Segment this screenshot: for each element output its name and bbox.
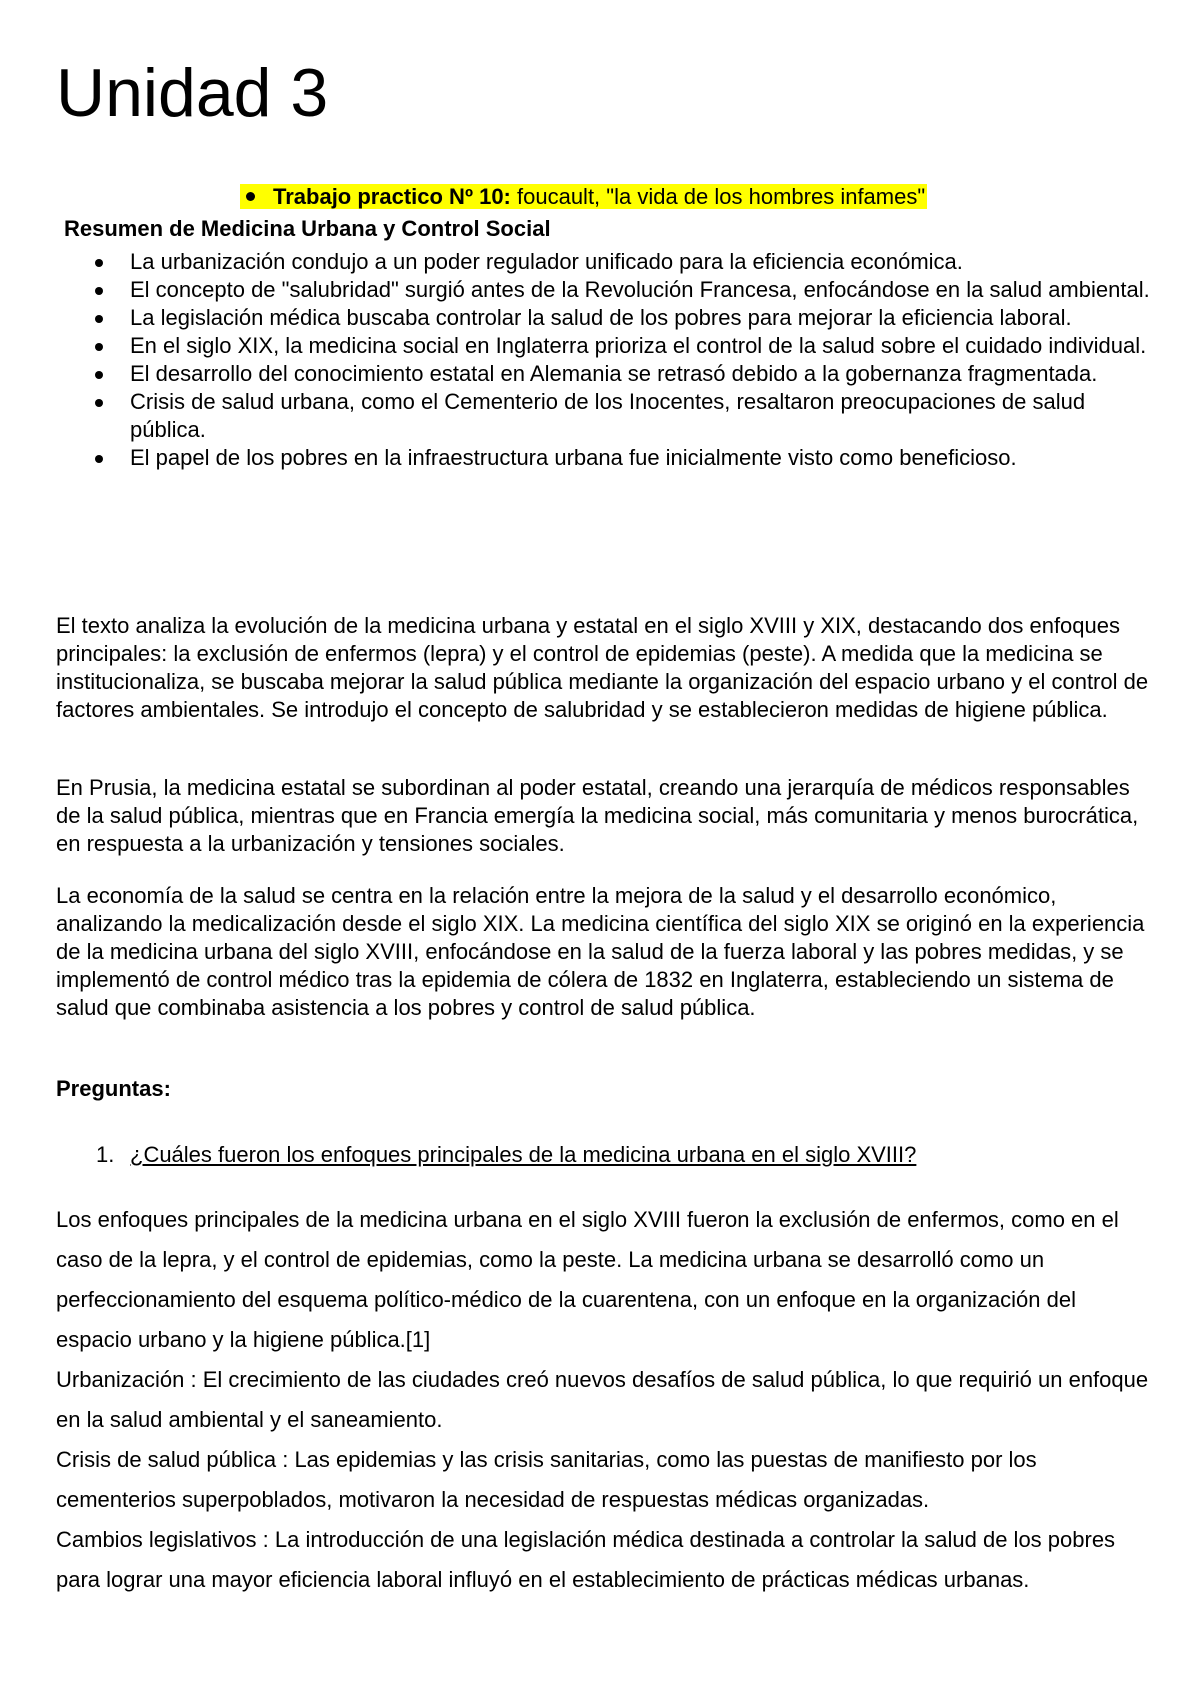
list-item-text: La urbanización condujo a un poder regulador unificado para la eficiencia económica. (130, 249, 963, 274)
bullet-icon (95, 287, 103, 295)
answer-legislativos: Cambios legislativos : La introducción de una legislación médica destinada a controlar la salud de los pobres para lograr una mayor eficiencia laboral influyó en el establecimiento de prácticas médicas urbanas. (56, 1527, 1116, 1592)
question-text: ¿Cuáles fueron los enfoques principales de la medicina urbana en el siglo XVIII? (130, 1142, 917, 1167)
answer-urbanizacion: Urbanización : El crecimiento de las ciudades creó nuevos desafíos de salud pública, lo que requirió un enfoque en la salud ambiental y el saneamiento. (56, 1367, 1149, 1432)
tp-text: foucault, "la vida de los hombres infames" (510, 184, 926, 209)
paragraph-evolucion: El texto analiza la evolución de la medicina urbana y estatal en el siglo XVIII y XIX, destacando dos enfoques principales: la exclusión de enfermos (lepra) y el control de epidemias (peste). A medida que la medicina se institucionaliza, se buscaba mejorar la salud pública mediante la organización del espacio urbano y el control de factores ambientales. Se introdujo el concepto de salubridad y se establecieron medidas de higiene pública. (56, 613, 1149, 722)
bullet-icon (95, 315, 103, 323)
list-item-text: El desarrollo del conocimiento estatal en Alemania se retrasó debido a la gobernanza fragmentada. (130, 361, 1098, 386)
bullet-icon (95, 455, 103, 463)
paragraph-prusia: En Prusia, la medicina estatal se subordinan al poder estatal, creando una jerarquía de médicos responsables de la salud pública, mientras que en Francia emergía la medicina social, más comunitaria y menos burocrática, en respuesta a la urbanización y tensiones sociales. (56, 775, 1139, 856)
bullet-icon (95, 371, 103, 379)
bullet-icon (95, 399, 103, 407)
bullet-icon (95, 343, 103, 351)
highlighted-text (240, 184, 927, 209)
answer-crisis: Crisis de salud pública : Las epidemias y las crisis sanitarias, como las puestas de manifiesto por los cementerios superpoblados, motivaron la necesidad de respuestas médicas organizadas. (56, 1447, 1037, 1512)
list-item-text: La legislación médica buscaba controlar la salud de los pobres para mejorar la eficiencia laboral. (130, 305, 1072, 330)
page-title: Unidad 3 (56, 55, 329, 131)
summary-list (130, 248, 1150, 472)
list-item-text: Crisis de salud urbana, como el Cementerio de los Inocentes, resaltaron preocupaciones de salud pública. (130, 389, 1086, 442)
list-item (130, 332, 1150, 360)
list-item (130, 360, 1150, 388)
bullet-icon (95, 259, 103, 267)
paragraph-economia: La economía de la salud se centra en la relación entre la mejora de la salud y el desarrollo económico, analizando la medicalización desde el siglo XIX. La medicina científica del siglo XIX se originó en la experiencia de la medicina urbana del siglo XVIII, enfocándose en la salud de la fuerza laboral y las pobres medidas, y se implementó de control médico tras la epidemia de cólera de 1832 en Inglaterra, estableciendo un sistema de salud que combinaba asistencia a los pobres y control de salud pública. (56, 883, 1145, 1020)
list-item (130, 276, 1150, 304)
question-1 (96, 1140, 916, 1170)
bullet-icon (246, 192, 255, 201)
tp-label: Trabajo practico Nº 10: (273, 184, 511, 209)
list-item-text: El concepto de "salubridad" surgió antes de la Revolución Francesa, enfocándose en la salud ambiental. (130, 277, 1150, 302)
trabajo-practico-item (240, 182, 927, 212)
answer-paragraph: Los enfoques principales de la medicina urbana en el siglo XVIII fueron la exclusión de enfermos, como en el caso de la lepra, y el control de epidemias, como la peste. La medicina urbana se desarrolló como un perfeccionamiento del esquema político-médico de la cuarentena, con un enfoque en la organización del espacio urbano y la higiene pública.[1] (56, 1207, 1119, 1352)
resumen-heading: Resumen de Medicina Urbana y Control Social (64, 216, 551, 241)
question-number: 1. (96, 1142, 115, 1167)
list-item (130, 388, 1150, 444)
list-item (130, 444, 1150, 472)
answer-1 (56, 1200, 1156, 1600)
list-item (130, 304, 1150, 332)
list-item-text: En el siglo XIX, la medicina social en Inglaterra prioriza el control de la salud sobre el cuidado individual. (130, 333, 1147, 358)
preguntas-heading: Preguntas: (56, 1076, 171, 1101)
list-item (130, 248, 1150, 276)
list-item-text: El papel de los pobres en la infraestructura urbana fue inicialmente visto como beneficioso. (130, 445, 1017, 470)
